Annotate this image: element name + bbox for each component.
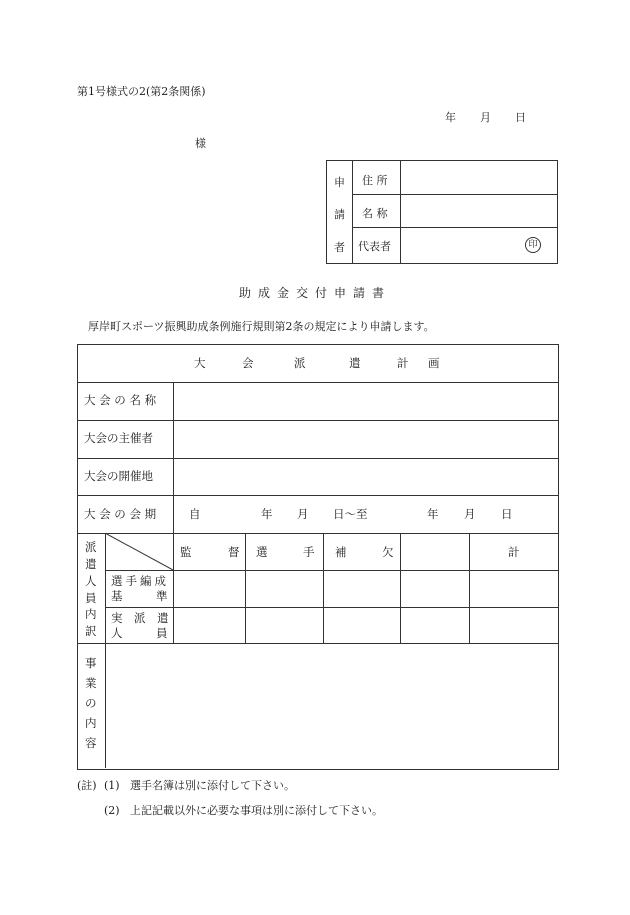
notes-prefix: (註) bbox=[77, 779, 97, 792]
diagonal-line bbox=[105, 533, 173, 570]
period-year-2: 年 bbox=[427, 507, 439, 521]
row-selection-line2b: 準 bbox=[156, 589, 168, 603]
form-number-label: 第1号様式の2(第2条関係) bbox=[77, 85, 206, 98]
note-1-text: 選手名簿は別に添付して下さい。 bbox=[130, 779, 295, 792]
row-selection-line1: 選手編成 bbox=[111, 574, 169, 588]
row-actual-line1: 実 派 遣 bbox=[111, 611, 169, 625]
plan-title-char: 画 bbox=[428, 356, 440, 370]
breakdown-side-char: 派 bbox=[85, 540, 97, 554]
row-selection-line2a: 基 bbox=[111, 589, 123, 603]
plan-title-char: 会 bbox=[242, 356, 254, 370]
col-supervisor-char2: 督 bbox=[228, 545, 240, 559]
row-actual-line2a: 人 bbox=[111, 626, 123, 640]
seal-mark: 印 bbox=[525, 237, 541, 253]
event-name-label: 大 会 の 名 称 bbox=[84, 393, 157, 407]
event-venue-label: 大会の開催地 bbox=[84, 469, 153, 483]
breakdown-side-char: 員 bbox=[85, 591, 97, 605]
applicant-group-char: 申 bbox=[334, 176, 345, 189]
address-label: 住 所 bbox=[362, 174, 388, 187]
intro-text: 厚岸町スポーツ振興助成条例施行規則第2条の規定により申請します。 bbox=[88, 320, 435, 333]
representative-label: 代表者 bbox=[358, 240, 391, 253]
period-day-to: 日～至 bbox=[333, 507, 368, 521]
note-2-text: 上記記載以外に必要な事項は別に添付して下さい。 bbox=[130, 804, 383, 817]
breakdown-side-char: 訳 bbox=[85, 624, 97, 638]
col-supervisor-char1: 監 bbox=[180, 545, 192, 559]
content-label-char: の bbox=[85, 696, 97, 710]
note-2-number: (2) bbox=[104, 804, 120, 817]
content-label-char: 業 bbox=[85, 676, 97, 690]
plan-table bbox=[77, 344, 559, 770]
date-day-label: 日 bbox=[515, 111, 526, 124]
date-month-label: 月 bbox=[480, 111, 491, 124]
breakdown-side-char: 人 bbox=[85, 574, 97, 588]
period-month-1: 月 bbox=[297, 507, 309, 521]
content-label-char: 内 bbox=[85, 716, 97, 730]
col-player-char2: 手 bbox=[303, 545, 315, 559]
addressee-suffix: 様 bbox=[195, 137, 206, 150]
row-actual-line2b: 員 bbox=[156, 626, 168, 640]
col-total-header: 計 bbox=[508, 545, 520, 559]
period-month-2: 月 bbox=[464, 507, 476, 521]
col-reserve-char1: 補 bbox=[335, 545, 347, 559]
period-year-1: 年 bbox=[261, 507, 273, 521]
breakdown-side-char: 内 bbox=[85, 607, 97, 621]
plan-title-char: 大 bbox=[194, 356, 206, 370]
content-label-char: 容 bbox=[85, 736, 97, 750]
applicant-group-column bbox=[327, 161, 353, 263]
col-reserve-char2: 欠 bbox=[382, 545, 394, 559]
event-organizer-label: 大会の主催者 bbox=[84, 431, 153, 445]
applicant-group-char: 者 bbox=[334, 241, 345, 254]
event-period-label: 大 会 の 会 期 bbox=[84, 507, 157, 521]
plan-title-char: 遣 bbox=[349, 356, 361, 370]
form-title: 助成金交付申請書 bbox=[238, 286, 391, 300]
period-from-label: 自 bbox=[189, 507, 201, 521]
applicant-box bbox=[326, 160, 558, 264]
plan-title-char: 計 bbox=[397, 356, 409, 370]
period-day-2: 日 bbox=[501, 507, 513, 521]
applicant-group-char: 請 bbox=[334, 208, 345, 221]
name-label: 名 称 bbox=[362, 207, 388, 220]
plan-title-char: 派 bbox=[294, 356, 306, 370]
note-1-number: (1) bbox=[104, 779, 120, 792]
content-label-char: 事 bbox=[85, 656, 97, 670]
col-player-char1: 選 bbox=[256, 545, 268, 559]
date-year-label: 年 bbox=[445, 111, 456, 124]
breakdown-side-char: 遣 bbox=[85, 557, 97, 571]
